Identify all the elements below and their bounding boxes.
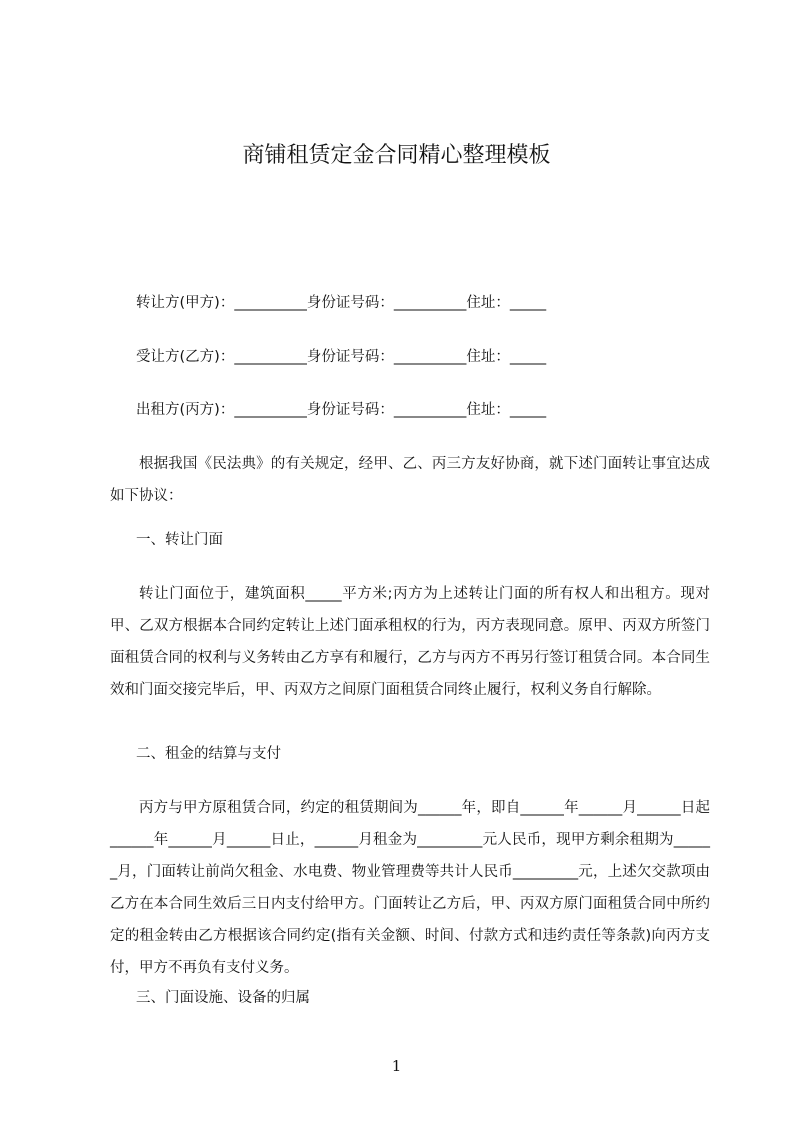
section-heading-2: 二、租金的结算与支付 [136, 746, 281, 762]
section-body-1: 转让门面位于，建筑面积_____平方米;丙方为上述转让门面的所有权人和出租方。现对甲、乙双方根据本合同约定转让上述门面承租权的行为，丙方表现同意。原甲、丙双方所签门面租赁合同的权利与义务转由乙方享有和履行，乙方与丙方不再另行签订租赁合同。本合同生效和门面交接完毕后，甲、丙双方之间原门面租赁合同终止履行，权利义务自行解除。 [110, 586, 710, 698]
section-heading-3: 三、门面设施、设备的归属 [136, 990, 310, 1006]
page-number: 1 [391, 1057, 402, 1075]
section-heading-1: 一、转让门面 [136, 532, 223, 548]
section-body-2: 丙方与甲方原租赁合同，约定的租赁期间为______年，即自______年______月______日起______年______月______日止，______月租金为_________元人民币，现甲方剩余租期为______月，门面转让前尚欠租金、水电费、物业管理费等共计人民币_________元，上述欠交款项由乙方在本合同生效后三日内支付给甲方。门面转让乙方后，甲、丙双方原门面租赁合同中所约定的租金转由乙方根据该合同约定(指有关金额、时间、付款方式和违约责任等条款)向丙方支付，甲方不再负有支付义务。 [110, 800, 710, 976]
party-transferor-line: 转让方(甲方)：__________身份证号码：__________住址：_____ [136, 295, 547, 311]
party-transferee-line: 受让方(乙方)：__________身份证号码：__________住址：_____ [136, 349, 547, 365]
document-title: 商铺租赁定金合同精心整理模板 [242, 143, 551, 168]
intro-paragraph: 根据我国《民法典》的有关规定，经甲、乙、丙三方友好协商，就下述门面转让事宜达成如下协议： [110, 456, 710, 504]
party-lessor-line: 出租方(丙方)：__________身份证号码：__________住址：_____ [136, 402, 547, 418]
